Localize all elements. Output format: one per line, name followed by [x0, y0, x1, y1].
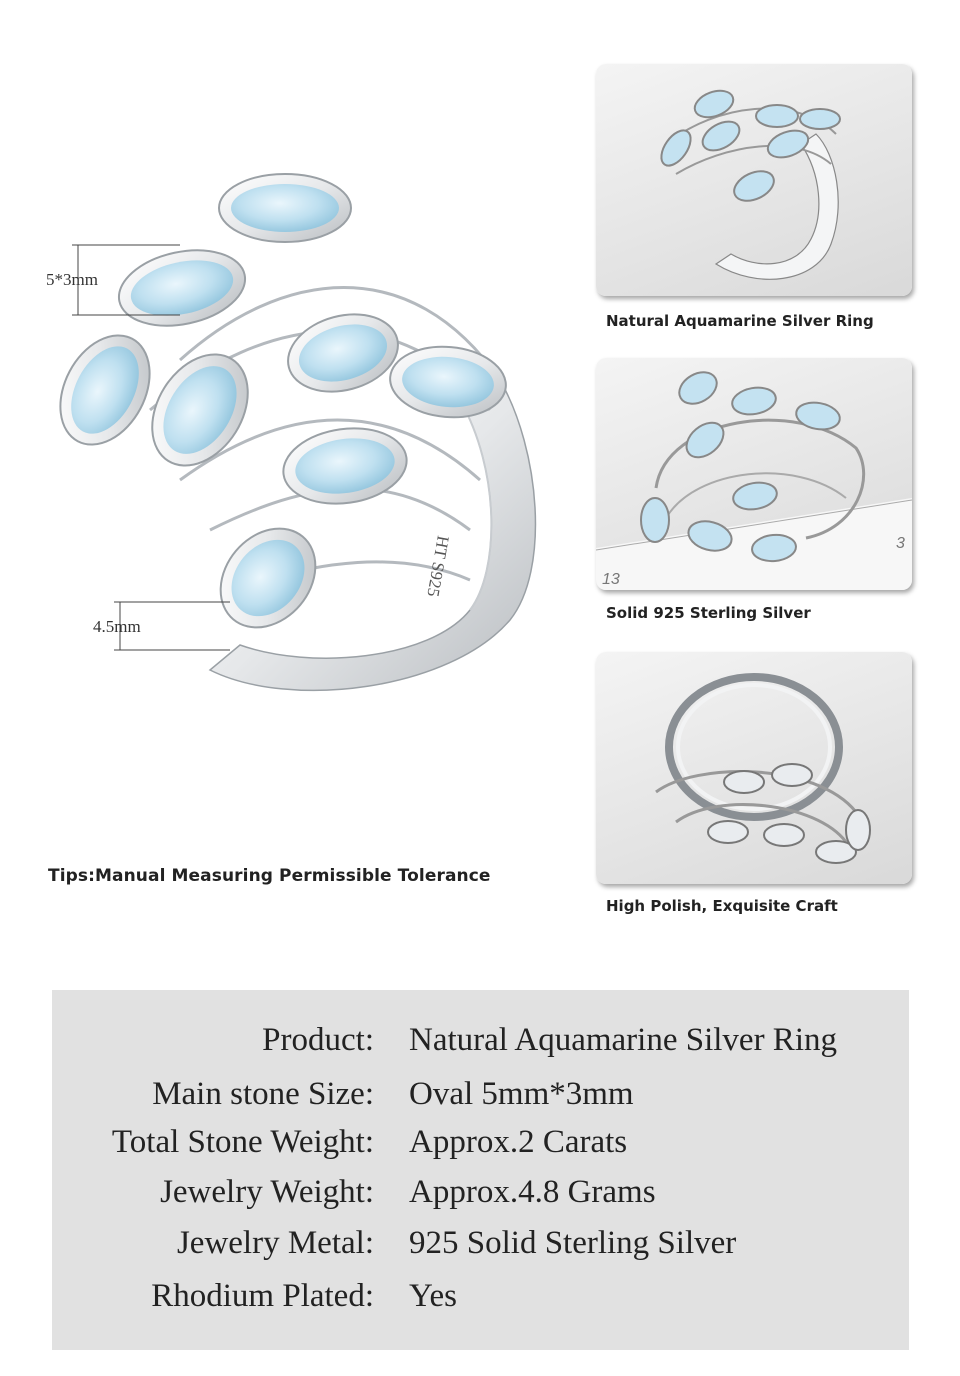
dimension-band-label: 4.5mm [93, 617, 141, 636]
spec-key: Jewelry Metal: [176, 1225, 374, 1261]
spec-value: Approx.2 Carats [409, 1124, 628, 1160]
thumbnail-caption-1: Natural Aquamarine Silver Ring [606, 312, 874, 330]
engraving-text: HT S925 [423, 534, 453, 599]
spec-row-product [52, 1022, 909, 1066]
spec-row-jewelry-weight [52, 1174, 909, 1218]
svg-text:3: 3 [896, 535, 905, 552]
thumbnail-front-view[interactable] [596, 64, 912, 296]
spec-value: Approx.4.8 Grams [409, 1174, 656, 1210]
dimension-stone-label: 5*3mm [46, 270, 98, 289]
stone-3 [42, 320, 167, 460]
spec-panel [52, 990, 909, 1350]
tolerance-tip: Tips:Manual Measuring Permissible Tolerance [48, 866, 491, 886]
stone-1 [219, 174, 351, 242]
svg-text:13: 13 [602, 571, 620, 588]
thumbnail-caption-3: High Polish, Exquisite Craft [606, 897, 838, 915]
spec-row-stone-weight [52, 1124, 909, 1168]
spec-value: 925 Solid Sterling Silver [409, 1225, 737, 1261]
spec-row-plating [52, 1278, 909, 1322]
spec-key: Product: [262, 1022, 374, 1058]
thumbnail-ruler-view[interactable] [596, 358, 912, 590]
spec-row-metal [52, 1225, 909, 1269]
stone-7 [278, 421, 411, 512]
stone-5 [279, 303, 406, 403]
spec-value: Yes [409, 1278, 458, 1314]
spec-key: Total Stone Weight: [111, 1124, 374, 1160]
spec-key: Rhodium Plated: [151, 1278, 374, 1314]
spec-value: Oval 5mm*3mm [409, 1076, 634, 1112]
spec-value: Natural Aquamarine Silver Ring [409, 1022, 837, 1058]
stone-4 [133, 337, 268, 483]
spec-key: Main stone Size: [152, 1076, 374, 1112]
spec-row-stone-size [52, 1076, 909, 1120]
thumbnail-caption-2: Solid 925 Sterling Silver [606, 604, 811, 622]
stone-8 [201, 510, 335, 647]
spec-key: Jewelry Weight: [160, 1174, 374, 1210]
thumbnail-inner-view[interactable] [596, 652, 912, 884]
